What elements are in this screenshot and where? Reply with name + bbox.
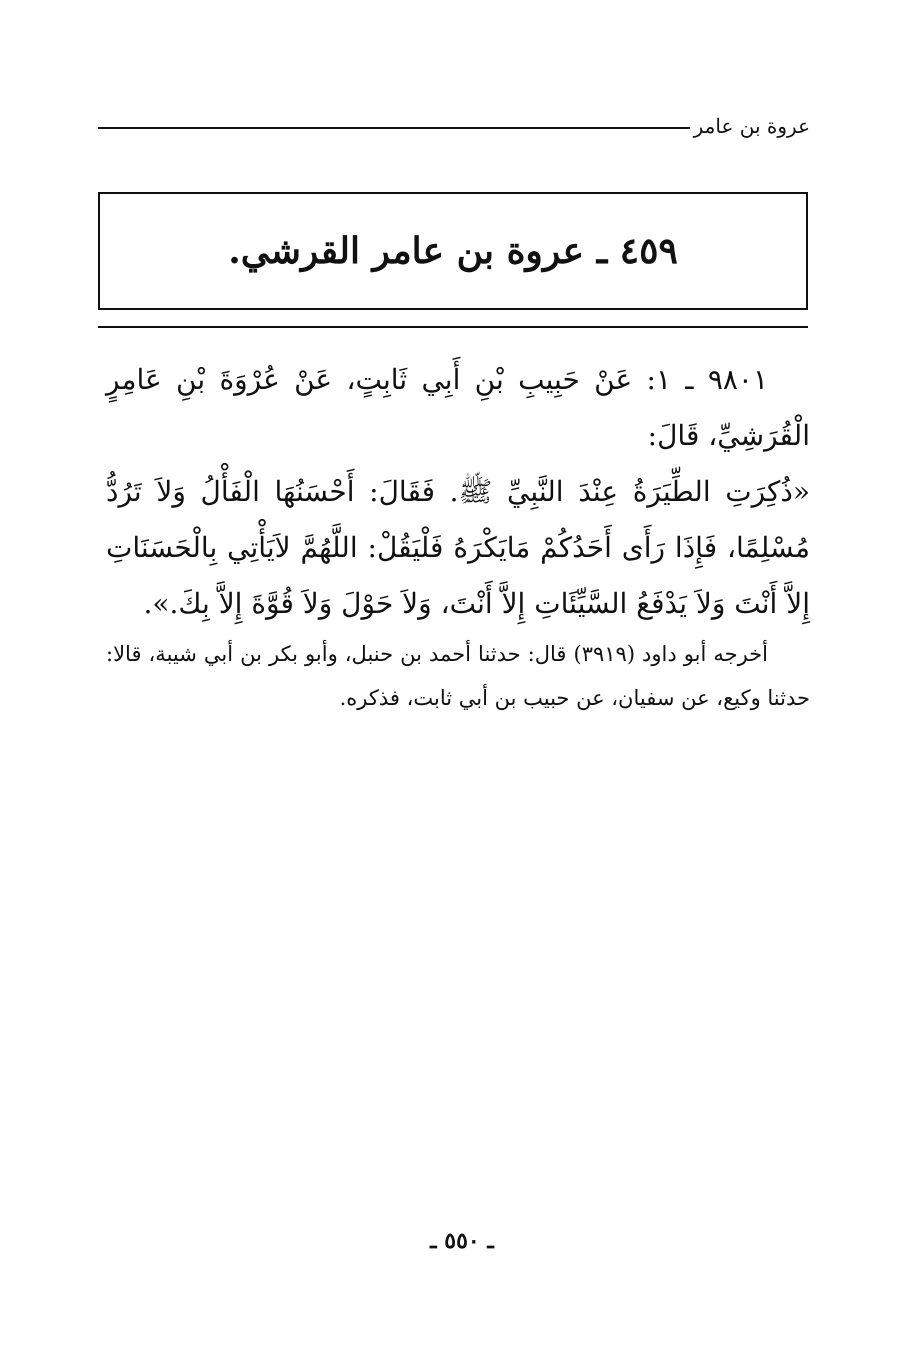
- hadith-isnad: ٩٨٠١ ـ ١: عَنْ حَبِيبِ بْنِ أَبِي ثَابِتٍ، عَنْ عُرْوَةَ بْنِ عَامِرٍ الْقُرَشِيِّ، قَالَ:: [106, 363, 810, 452]
- chapter-divider: [98, 326, 808, 328]
- chapter-title: ٤٥٩ ـ عروة بن عامر القرشي.: [228, 230, 678, 272]
- running-header-title: عروة بن عامر: [693, 114, 810, 138]
- chapter-title-box: [98, 192, 808, 310]
- running-header: [98, 108, 810, 144]
- takhrij-note: [106, 632, 810, 720]
- running-header-rule: [98, 127, 690, 129]
- page-number: ـ ٥٥٠ ـ: [430, 1228, 494, 1254]
- takhrij-text: أخرجه أبو داود (٣٩١٩) قال: حدثنا أحمد بن حنبل، وأبو بكر بن أبي شيبة، قالا: حدثنا وكيع، عن سفيان، عن حبيب بن أبي ثابت، فذكره.: [106, 642, 810, 710]
- hadith-matn: «ذُكِرَتِ الطِّيَرَةُ عِنْدَ النَّبِيِّ ﷺ. فَقَالَ: أَحْسَنُهَا الْفَأْلُ وَلاَ تَرُدُّ مُسْلِمًا، فَإِذَا رَأَى أَحَدُكُمْ مَايَكْرَهُ فَلْيَقُلْ: اللَّهُمَّ لاَيَأْتِي بِالْحَسَنَاتِ إِلاَّ أَنْتَ وَلاَ يَدْفَعُ السَّيِّئَاتِ إِلاَّ أَنْتَ، وَلاَ حَوْلَ وَلاَ قُوَّةَ إِلاَّ بِكَ.».: [106, 475, 810, 620]
- hadith-text: [106, 352, 810, 632]
